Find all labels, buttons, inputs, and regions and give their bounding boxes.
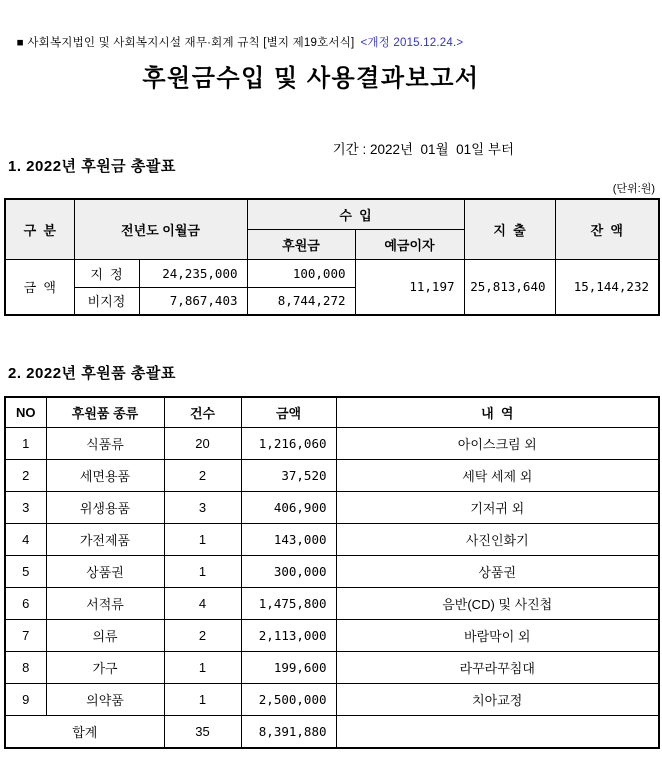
amount-cell: 37,520 [241, 459, 336, 491]
count-cell: 20 [164, 427, 241, 459]
no-cell: 6 [5, 587, 46, 619]
detail-cell: 음반(CD) 및 사진첩 [336, 587, 659, 619]
section2-heading: 2. 2022년 후원품 총괄표 [8, 365, 176, 382]
table-header-row [5, 199, 659, 229]
header-no: NO [5, 397, 46, 427]
header-donation: 후원금 [247, 229, 355, 259]
detail-cell: 라꾸라꾸침대 [336, 651, 659, 683]
total-count: 35 [164, 715, 241, 748]
count-cell: 2 [164, 459, 241, 491]
no-cell: 1 [5, 427, 46, 459]
header-interest: 예금이자 [355, 229, 464, 259]
detail-cell: 바람막이 외 [336, 619, 659, 651]
carryover-undesignated: 7,867,403 [139, 287, 247, 315]
row-label-amount: 금 액 [5, 259, 74, 315]
count-cell: 1 [164, 555, 241, 587]
count-cell: 3 [164, 491, 241, 523]
detail-cell: 상품권 [336, 555, 659, 587]
carryover-designated: 24,235,000 [139, 259, 247, 287]
type-undesignated: 비지정 [74, 287, 139, 315]
goods-type-cell: 가구 [46, 651, 164, 683]
detail-cell: 세탁 세제 외 [336, 459, 659, 491]
balance-amount: 15,144,232 [555, 259, 659, 315]
donation-goods-summary-table [4, 396, 660, 749]
count-cell: 4 [164, 587, 241, 619]
goods-type-cell: 가전제품 [46, 523, 164, 555]
amount-cell: 2,113,000 [241, 619, 336, 651]
goods-type-cell: 세면용품 [46, 459, 164, 491]
goods-type-cell: 서적류 [46, 587, 164, 619]
header-balance: 잔 액 [555, 199, 659, 259]
amount-cell: 143,000 [241, 523, 336, 555]
no-cell: 7 [5, 619, 46, 651]
no-cell: 5 [5, 555, 46, 587]
header-goods-type: 후원품 종류 [46, 397, 164, 427]
no-cell: 2 [5, 459, 46, 491]
table-total-row [5, 715, 659, 748]
total-detail [336, 715, 659, 748]
table-row [5, 555, 659, 587]
donation-undesignated: 8,744,272 [247, 287, 355, 315]
total-label: 합계 [5, 715, 164, 748]
header-income: 수 입 [247, 199, 464, 229]
no-cell: 8 [5, 651, 46, 683]
header-expenditure: 지 출 [464, 199, 555, 259]
count-cell: 1 [164, 683, 241, 715]
count-cell: 1 [164, 523, 241, 555]
amount-cell: 1,475,800 [241, 587, 336, 619]
rule-title-text: ■ 사회복지법인 및 사회복지시설 재무·회계 규칙 [별지 제19호서식] [16, 37, 355, 49]
amount-cell: 406,900 [241, 491, 336, 523]
detail-cell: 사진인화기 [336, 523, 659, 555]
page-title: 후원금수입 및 사용결과보고서 [142, 65, 480, 92]
amount-cell: 2,500,000 [241, 683, 336, 715]
table-header-row [5, 397, 659, 427]
header-amount: 금액 [241, 397, 336, 427]
document-rule-header [10, 22, 463, 50]
detail-cell: 치아교정 [336, 683, 659, 715]
header-carryover: 전년도 이월금 [74, 199, 247, 259]
table-row [5, 491, 659, 523]
no-cell: 9 [5, 683, 46, 715]
table-row [5, 587, 659, 619]
section1-heading: 1. 2022년 후원금 총괄표 [8, 158, 176, 175]
count-cell: 2 [164, 619, 241, 651]
table-row [5, 619, 659, 651]
period-start: 기간 : 2022년 01월 01일 부터 [332, 142, 514, 157]
table-row [5, 259, 659, 287]
table-row [5, 651, 659, 683]
detail-cell: 기저귀 외 [336, 491, 659, 523]
donation-designated: 100,000 [247, 259, 355, 287]
donation-money-summary-table [4, 198, 660, 316]
table-row [5, 427, 659, 459]
type-designated: 지 정 [74, 259, 139, 287]
goods-type-cell: 식품류 [46, 427, 164, 459]
table-row [5, 683, 659, 715]
total-amount: 8,391,880 [241, 715, 336, 748]
table-row [5, 523, 659, 555]
detail-cell: 아이스크림 외 [336, 427, 659, 459]
no-cell: 4 [5, 523, 46, 555]
no-cell: 3 [5, 491, 46, 523]
header-count: 건수 [164, 397, 241, 427]
goods-type-cell: 의류 [46, 619, 164, 651]
header-detail: 내 역 [336, 397, 659, 427]
header-category: 구 분 [5, 199, 74, 259]
goods-type-cell: 의약품 [46, 683, 164, 715]
amount-cell: 1,216,060 [241, 427, 336, 459]
amendment-note: <개정 2015.12.24.> [360, 37, 464, 49]
goods-type-cell: 상품권 [46, 555, 164, 587]
goods-type-cell: 위생용품 [46, 491, 164, 523]
amount-cell: 300,000 [241, 555, 336, 587]
table-row [5, 459, 659, 491]
interest-amount: 11,197 [355, 259, 464, 315]
expenditure-amount: 25,813,640 [464, 259, 555, 315]
unit-label: (단위:원) [612, 183, 655, 195]
amount-cell: 199,600 [241, 651, 336, 683]
count-cell: 1 [164, 651, 241, 683]
